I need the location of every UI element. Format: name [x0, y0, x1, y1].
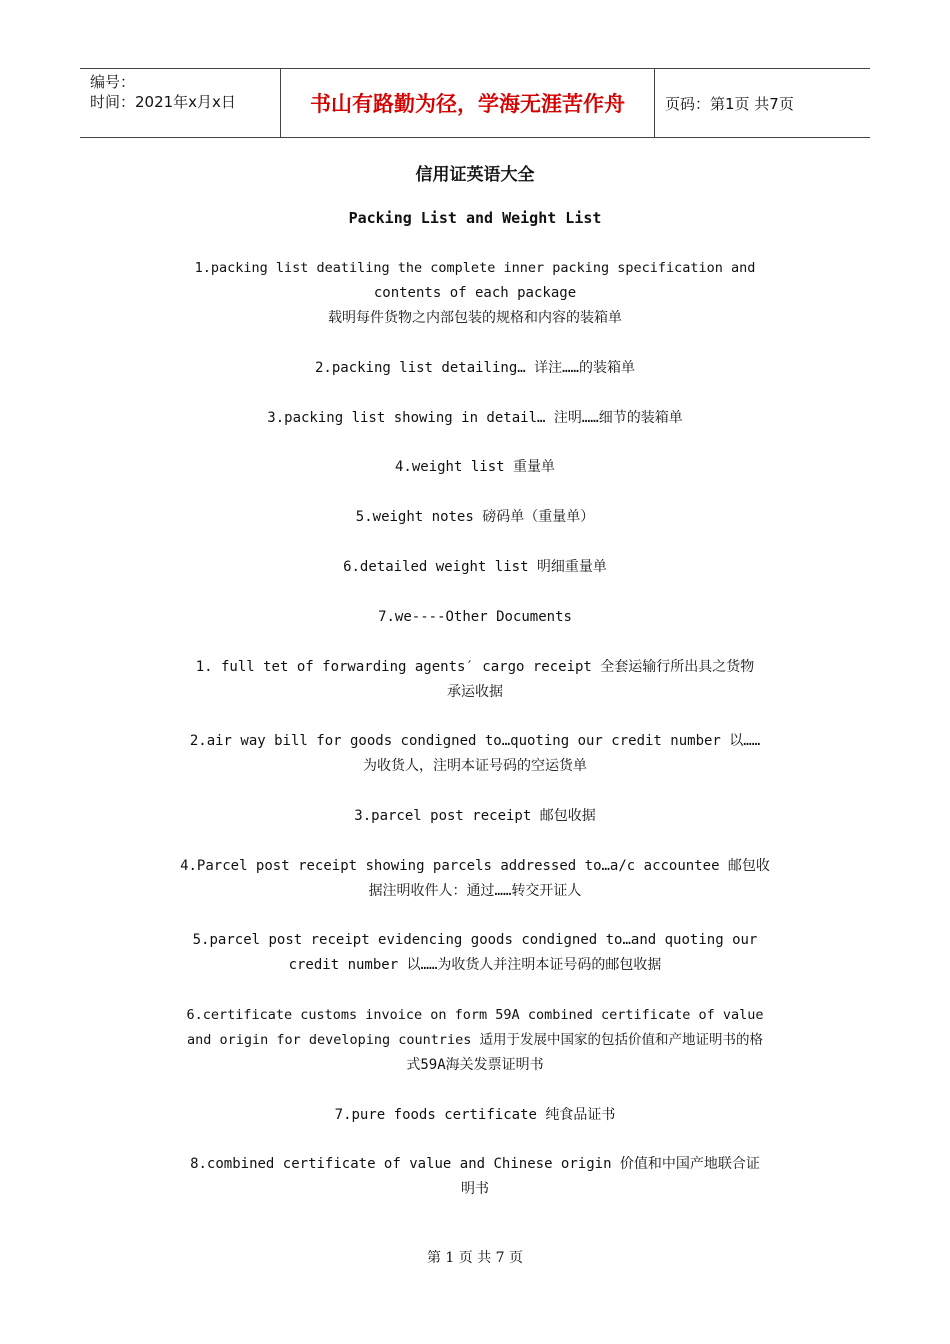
- section-subtitle: Packing List and Weight List: [348, 209, 602, 227]
- list-item: [140, 256, 810, 331]
- document-title: 信用证英语大全: [415, 165, 535, 185]
- list-item: [140, 729, 810, 779]
- list-item: [140, 1103, 810, 1128]
- list-item-line: 4.Parcel post receipt showing parcels addressed to…a/c accountee 邮包收: [180, 858, 770, 874]
- list-item: [140, 406, 810, 431]
- header-number-label: 编号：: [90, 73, 136, 91]
- list-item-line: credit number 以……为收货人并注明本证号码的邮包收据: [288, 957, 662, 973]
- list-item-line: 承运收据: [447, 684, 503, 700]
- header-date-label: 时间：2021年x月x日: [90, 93, 236, 111]
- list-item-line: contents of each package: [373, 285, 577, 301]
- list-item: [140, 1003, 810, 1078]
- list-item: [140, 356, 810, 381]
- list-item-line: 5.weight notes 磅码单（重量单）: [355, 509, 595, 525]
- header-motto: 书山有路勤为径，学海无涯苦作舟: [281, 69, 655, 137]
- list-item-line: 2.packing list detailing… 详注……的装箱单: [314, 360, 635, 376]
- list-item-line: 5.parcel post receipt evidencing goods condigned to…and quoting our: [192, 932, 758, 948]
- list-item: [140, 455, 810, 480]
- list-item: [140, 928, 810, 978]
- list-item: [140, 605, 810, 630]
- list-item-line: 3.parcel post receipt 邮包收据: [354, 808, 596, 824]
- list-item: [140, 505, 810, 530]
- list-item-line: 1. full tet of forwarding agents′ cargo receipt 全套运输行所出具之货物: [195, 659, 755, 675]
- list-item-line: 7.we----Other Documents: [378, 609, 572, 625]
- list-item-line: 2.air way bill for goods condigned to…quoting our credit number 以……: [189, 733, 761, 749]
- list-item-line: 6.certificate customs invoice on form 59A combined certificate of value: [186, 1007, 764, 1023]
- list-item-line: 明书: [461, 1181, 489, 1197]
- list-item-line: 为收货人，注明本证号码的空运货单: [363, 758, 587, 774]
- list-item-line: 8.combined certificate of value and Chinese origin 价值和中国产地联合证: [190, 1156, 760, 1172]
- list-item: [140, 1152, 810, 1202]
- list-item: [140, 854, 810, 904]
- list-item-line: 3.packing list showing in detail… 注明……细节的装箱单: [267, 410, 683, 426]
- list-item: [140, 555, 810, 580]
- list-item-line: 6.detailed weight list 明细重量单: [343, 559, 607, 575]
- list-item: [140, 655, 810, 705]
- list-item-line: 1.packing list deatiling the complete inner packing specification and: [194, 260, 756, 276]
- header-page-info: 页码：第1页 共7页: [665, 94, 794, 113]
- list-item-line: and origin for developing countries 适用于发展中国家的包括价值和产地证明书的格: [186, 1032, 764, 1048]
- page-footer: 第 1 页 共 7 页: [426, 1250, 524, 1266]
- list-item-line: 载明每件货物之内部包装的规格和内容的装箱单: [328, 310, 622, 326]
- list-item: [140, 804, 810, 829]
- list-item-line: 4.weight list 重量单: [394, 459, 555, 475]
- header-meta: [80, 69, 281, 137]
- list-item-line: 7.pure foods certificate 纯食品证书: [334, 1107, 616, 1123]
- page-header: [80, 68, 870, 138]
- list-item-line: 据注明收件人：通过……转交开证人: [368, 883, 582, 899]
- list-item-line: 式59A海关发票证明书: [406, 1057, 544, 1073]
